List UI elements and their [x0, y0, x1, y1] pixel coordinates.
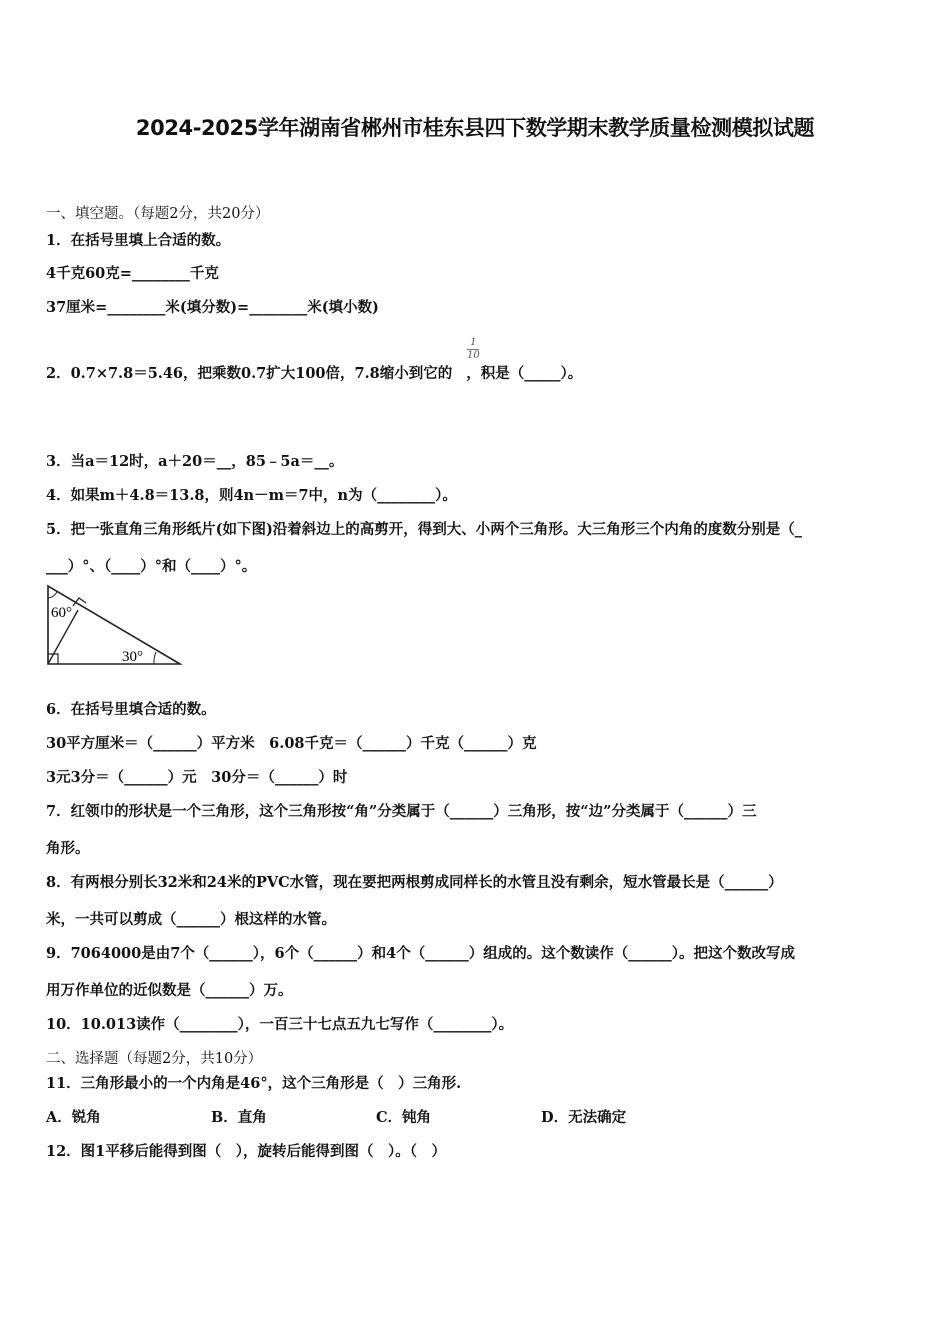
option-d[interactable]: D．无法确定	[541, 1109, 627, 1126]
section-multiple-choice-heading: 二、选择题（每题2分，共10分）	[46, 1051, 263, 1067]
question-6-stem: 6．在括号里填合适的数。	[46, 701, 216, 718]
question-2	[46, 362, 582, 383]
question-9-line-2: 用万作单位的近似数是（______）万。	[46, 982, 293, 999]
question-7-line-2: 角形。	[46, 840, 90, 857]
option-a[interactable]: A．锐角	[46, 1109, 101, 1126]
question-5-line-2: ___）°、（____）°和（____）°。	[46, 558, 257, 575]
exam-title: 2024-2025学年湖南省郴州市桂东县四下数学期末教学质量检测模拟试题	[135, 116, 815, 140]
section-fill-blank-heading: 一、填空题。（每题2分，共20分）	[46, 206, 270, 222]
question-5-line-1: 5．把一张直角三角形纸片(如下图)沿着斜边上的高剪开，得到大、小两个三角形。大三角形三个内角的度数分别是（_	[46, 521, 803, 538]
question-12: 12．图1平移后能得到图（ ），旋转后能得到图（ ）。（ ）	[46, 1143, 447, 1160]
angle-label-30: 30°	[122, 649, 143, 665]
right-triangle-figure	[44, 584, 184, 668]
angle-arc-top	[48, 592, 57, 598]
question-8-line-2: 米，一共可以剪成（______）根这样的水管。	[46, 911, 336, 928]
fraction-numerator: 1	[470, 337, 477, 348]
fraction-denominator: 10	[467, 350, 480, 361]
question-2-text-a: 2．0.7×7.8＝5.46，把乘数0.7扩大100倍，7.8缩小到它的	[46, 365, 453, 382]
question-8-line-1: 8．有两根分别长32米和24米的PVC水管，现在要把两根剪成同样长的水管且没有剩余，短水管最长是（______）	[46, 874, 783, 891]
question-9-line-1: 9．7064000是由7个（______），6个（______）和4个（______）组成的。这个数读作（______）。把这个数改写成	[46, 945, 795, 962]
triangle-outline	[48, 586, 180, 664]
angle-arc-right	[154, 652, 156, 664]
question-1-line-1: 4千克60克=________千克	[46, 265, 219, 282]
question-1-line-2: 37厘米=________米(填分数)=________米(填小数)	[46, 299, 379, 316]
question-4: 4．如果m＋4.8＝13.8，则4n－m＝7中，n为（________）。	[46, 487, 457, 504]
question-7-line-1: 7．红领巾的形状是一个三角形，这个三角形按“角”分类属于（______）三角形，按“边”分类属于（______）三	[46, 803, 757, 820]
fraction-one-tenth	[467, 338, 480, 361]
question-6-line-1: 30平方厘米＝（______）平方米 6.08千克＝（______）千克（______）克	[46, 735, 537, 752]
question-11-stem: 11．三角形最小的一个内角是46°，这个三角形是（ ）三角形.	[46, 1075, 462, 1092]
question-2-text-b: ，积是（_____）。	[466, 365, 583, 382]
question-10: 10．10.013读作（________），一百三十七点五九七写作（________）。	[46, 1016, 514, 1033]
angle-label-60: 60°	[51, 605, 72, 621]
option-b[interactable]: B．直角	[211, 1109, 267, 1126]
question-1-stem: 1．在括号里填上合适的数。	[46, 232, 231, 249]
option-c[interactable]: C．钝角	[376, 1109, 432, 1126]
question-6-line-2: 3元3分＝（______）元 30分＝（______）时	[46, 769, 348, 786]
question-3: 3．当a＝12时，a＋20＝__，85﹣5a＝__。	[46, 453, 344, 470]
